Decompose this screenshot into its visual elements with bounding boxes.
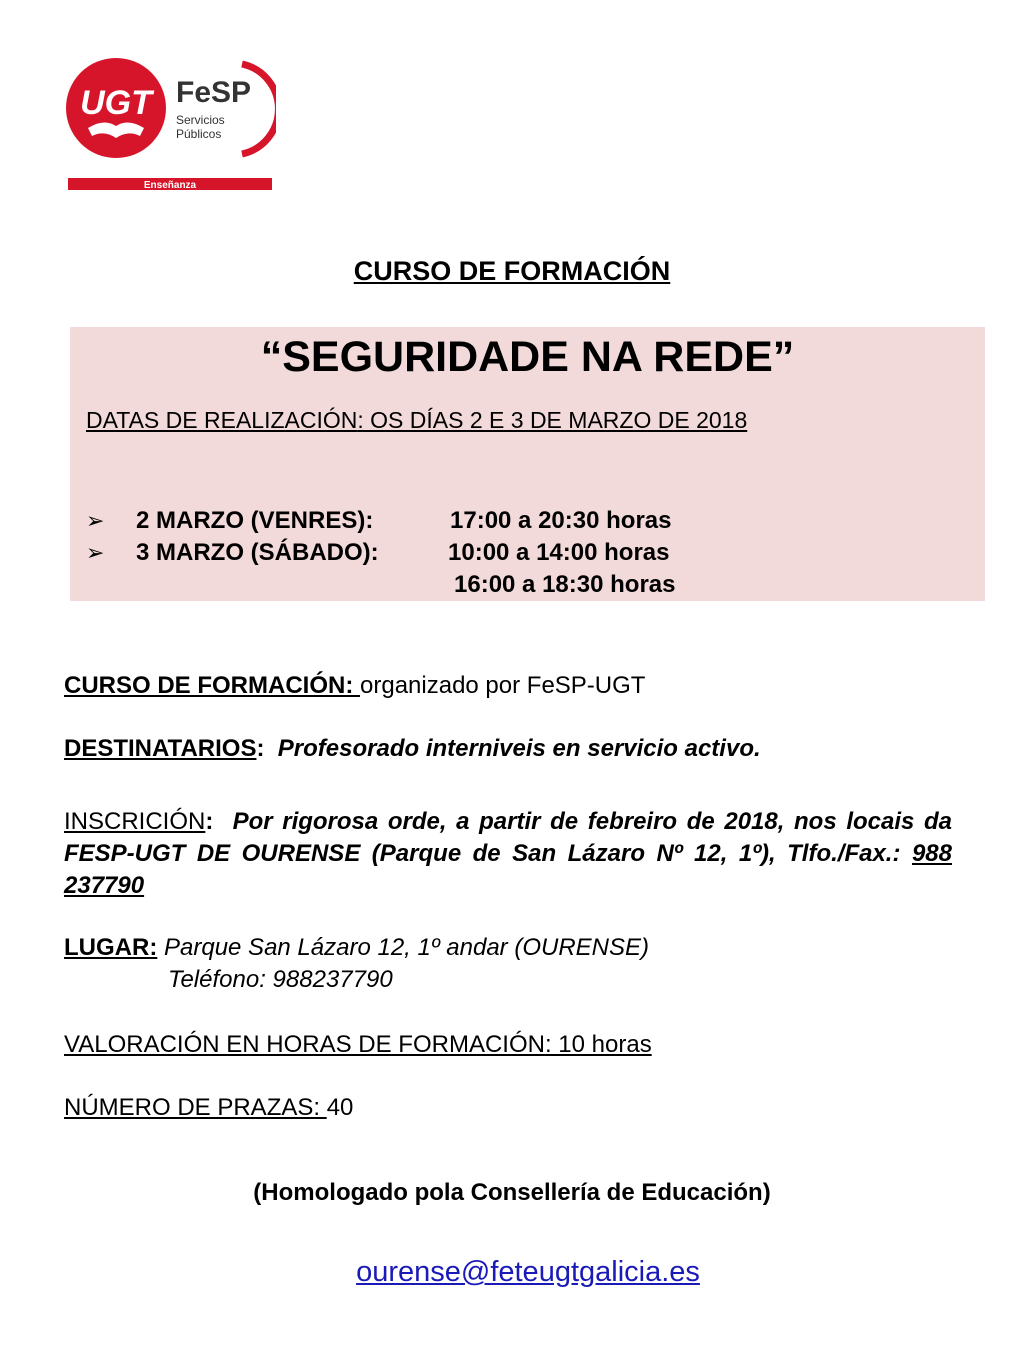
inscription-paragraph [64,806,952,902]
place-label: LUGAR: [64,934,158,961]
dates-label: DATAS DE REALIZACIÓN [86,407,358,433]
course-title: “SEGURIDADE NA REDE” [260,333,795,381]
audience-label: DESTINATARIOS [64,735,257,762]
place-phone: Teléfono: 988237790 [168,966,393,993]
organizer-line [64,672,645,700]
schedule-day: 3 MARZO (SÁBADO): [136,539,379,566]
arrow-bullet-icon: ➢ [86,540,105,565]
seats-value: 40 [326,1094,354,1121]
schedule-time: 10:00 a 14:00 horas [448,539,670,566]
email-link[interactable]: ourense@feteugtgalicia.es [356,1256,700,1288]
seats-label: NÚMERO DE PRAZAS: [64,1094,327,1121]
schedule-day: 2 MARZO (VENRES): [136,507,374,534]
schedule-row [86,539,670,567]
logo-graphic [64,56,276,192]
inscription-label: INSCRICIÓN [64,808,206,835]
place-value: Parque San Lázaro 12, 1º andar (OURENSE) [157,934,650,961]
schedule-row [86,507,672,535]
audience-sep: : [256,735,265,762]
fesp-ugt-logo [64,56,276,192]
course-heading: CURSO DE FORMACIÓN [353,256,671,286]
audience-value: Profesorado interniveis en servicio activo. [277,735,761,762]
hours-line [64,1031,652,1059]
organizer-value: organizado por FeSP-UGT [360,672,646,699]
audience-line [64,735,761,763]
logo-ugt-text: UGT [80,84,152,122]
place-line [64,934,649,962]
logo-line1-text: Servicios [176,113,225,127]
dates-value: : OS DÍAS 2 E 3 DE MARZO DE 2018 [357,407,748,433]
inscription-phone: 988 237790 [64,840,952,899]
inscription-value: Por rigorosa orde, a partir de febreiro de 2018, nos locais da FESP-UGT DE OURENSE (Parque de San Lázaro Nº 12, 1º), Tlfo./Fax.: [64,808,952,867]
logo-fesp-text: FeSP [176,76,252,109]
logo-banner-text: Enseñanza [143,180,197,191]
dates-line [86,407,747,434]
organizer-label: CURSO DE FORMACIÓN: [64,672,360,699]
arrow-bullet-icon: ➢ [86,508,105,533]
hours-value: : 10 horas [544,1031,652,1058]
schedule-time: 16:00 a 18:30 horas [454,571,676,598]
hours-label: VALORACIÓN EN HORAS DE FORMACIÓN [64,1031,545,1058]
logo-line2-text: Públicos [176,127,222,141]
homologation-note: (Homologado pola Consellería de Educación) [253,1179,771,1206]
seats-line [64,1094,353,1122]
schedule-time: 17:00 a 20:30 horas [450,507,672,534]
inscription-sep: : [205,808,214,835]
